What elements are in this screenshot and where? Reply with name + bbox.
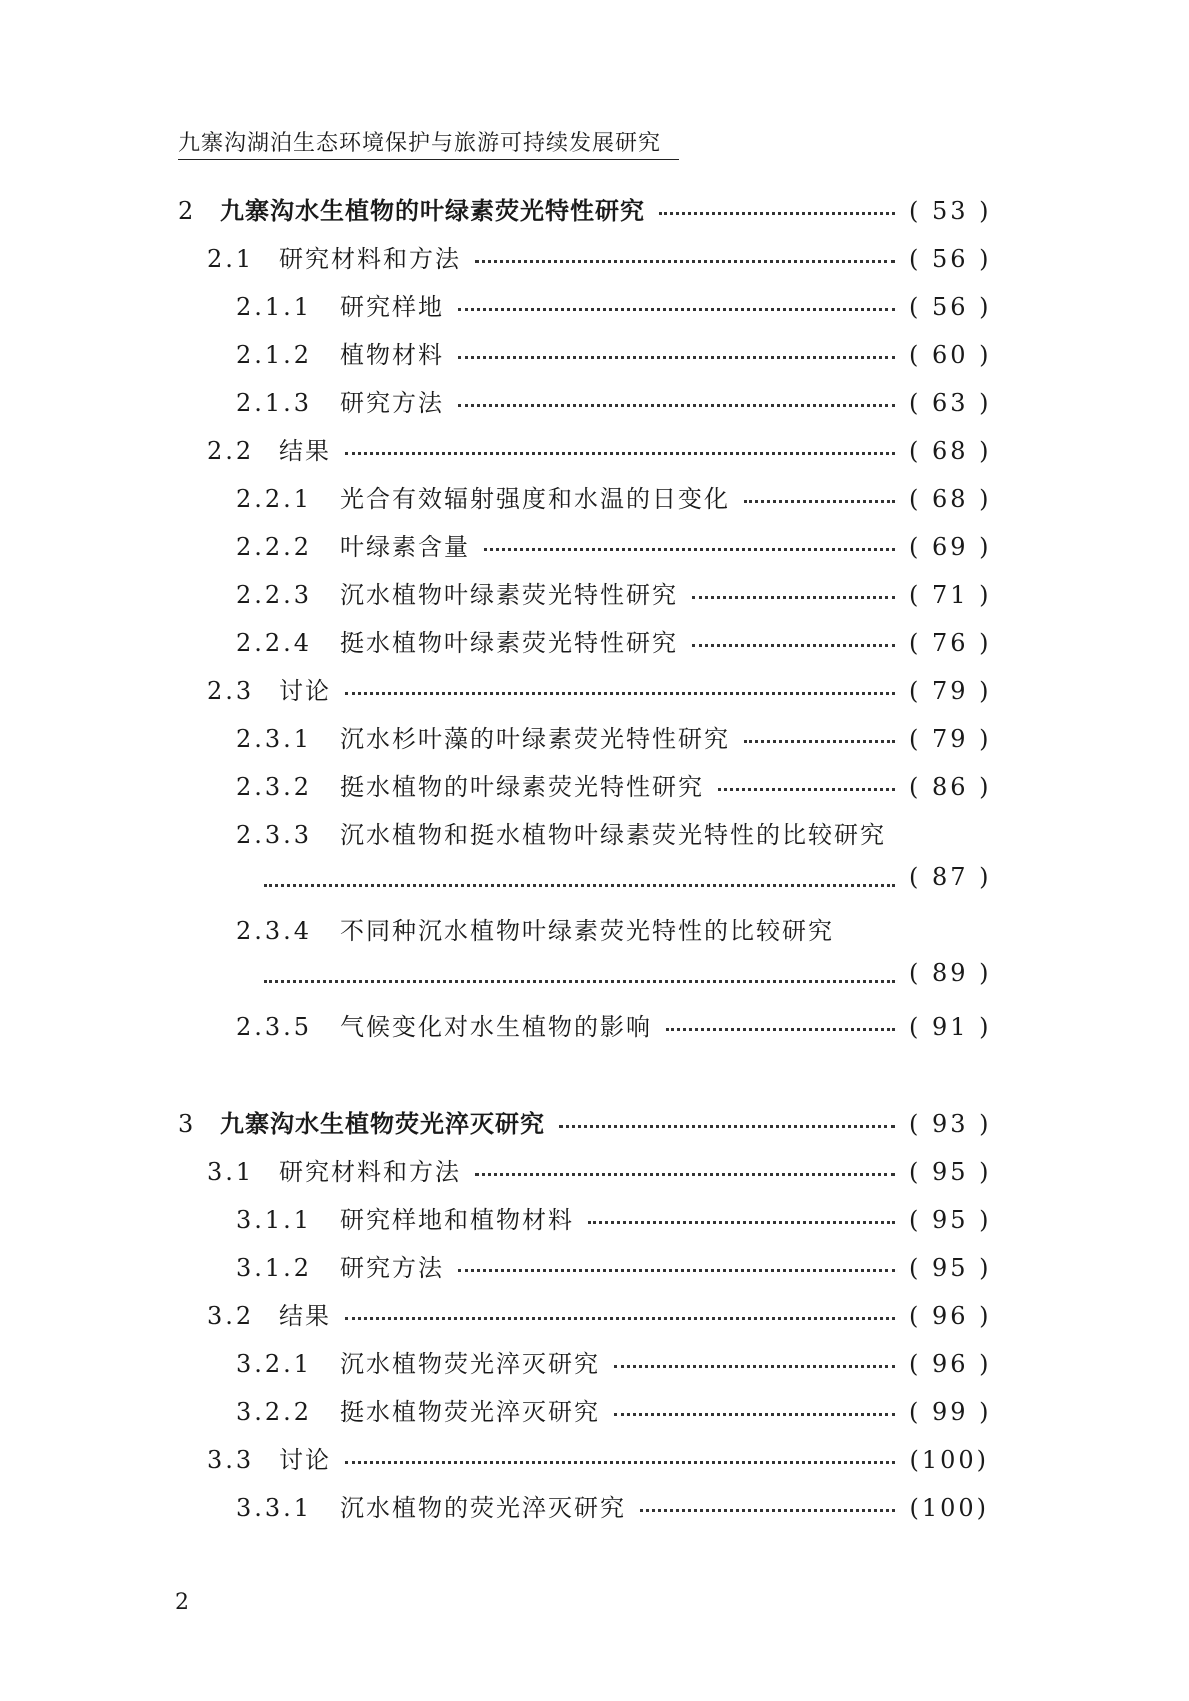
toc-title: 讨论 (279, 677, 331, 705)
toc-page: ( 91 ) (909, 1013, 992, 1041)
toc-entry-2-3-3[interactable] (236, 815, 989, 849)
toc-page: (100) (909, 1446, 989, 1474)
toc-number: 3.3.1 (236, 1494, 313, 1522)
dot-leader (345, 676, 895, 700)
dot-leader (345, 1301, 895, 1325)
toc-entry-3-1-1[interactable] (236, 1200, 992, 1234)
toc-page: ( 95 ) (909, 1158, 992, 1186)
toc-number: 3 (178, 1110, 197, 1138)
dot-leader (614, 1397, 895, 1421)
toc-number: 2.2.1 (236, 485, 313, 513)
toc-number: 2.1.1 (236, 293, 313, 321)
toc-page: ( 71 ) (909, 581, 992, 609)
toc-title: 九寨沟水生植物荧光淬灭研究 (220, 1109, 545, 1138)
dot-leader (666, 1012, 895, 1036)
dot-leader (458, 340, 895, 364)
toc-number: 3.2.1 (236, 1350, 313, 1378)
toc-number: 3.1.1 (236, 1206, 313, 1234)
dot-leader (345, 436, 895, 460)
toc-entry-2-3-4[interactable] (236, 911, 989, 945)
toc-number: 2.1.2 (236, 341, 313, 369)
toc-number: 3.2.2 (236, 1398, 313, 1426)
toc-page: ( 95 ) (909, 1254, 992, 1282)
toc-title: 沉水杉叶藻的叶绿素荧光特性研究 (340, 725, 730, 753)
dot-leader (345, 1445, 895, 1469)
toc-page: ( 93 ) (909, 1110, 992, 1138)
dot-leader (264, 868, 895, 892)
toc-entry-2-3-5[interactable] (236, 1007, 992, 1041)
toc-page: ( 87 ) (909, 863, 992, 891)
dot-leader (458, 292, 895, 316)
dot-leader (640, 1493, 895, 1517)
dot-leader (458, 388, 895, 412)
toc-entry-2-1-1[interactable] (236, 287, 992, 321)
toc-title: 光合有效辐射强度和水温的日变化 (340, 485, 730, 513)
toc-number: 3.2 (207, 1302, 255, 1330)
toc-entry-2-2[interactable] (207, 431, 992, 465)
toc-page: ( 69 ) (909, 533, 992, 561)
toc-title: 研究材料和方法 (279, 1158, 461, 1186)
toc-title: 叶绿素含量 (340, 533, 470, 561)
toc-title: 沉水植物荧光淬灭研究 (340, 1350, 600, 1378)
toc-page: ( 53 ) (909, 197, 992, 225)
toc-page: ( 56 ) (909, 293, 992, 321)
toc-entry-2-1[interactable] (207, 239, 992, 273)
toc-entry-2-2-1[interactable] (236, 479, 992, 513)
toc-title: 挺水植物叶绿素荧光特性研究 (340, 629, 678, 657)
toc-title: 讨论 (279, 1446, 331, 1474)
toc-entry-2-3-3-leader-line[interactable] (264, 863, 992, 897)
toc-page: ( 79 ) (909, 677, 992, 705)
toc-page: ( 63 ) (909, 389, 992, 417)
toc-page: ( 99 ) (909, 1398, 992, 1426)
toc-title: 九寨沟水生植物的叶绿素荧光特性研究 (220, 196, 645, 225)
toc-entry-3-3-1[interactable] (236, 1488, 989, 1522)
toc-page: ( 89 ) (909, 959, 992, 987)
toc-entry-3-2[interactable] (207, 1296, 992, 1330)
toc-page: ( 76 ) (909, 629, 992, 657)
running-header: 九寨沟湖泊生态环境保护与旅游可持续发展研究 (178, 126, 679, 160)
toc-number: 2.1.3 (236, 389, 313, 417)
dot-leader (458, 1253, 895, 1277)
toc-page: ( 86 ) (909, 773, 992, 801)
dot-leader (475, 244, 895, 268)
toc-entry-2-3-2[interactable] (236, 767, 992, 801)
toc-page: ( 56 ) (909, 245, 992, 273)
toc-title: 气候变化对水生植物的影响 (340, 1013, 652, 1041)
dot-leader (718, 772, 895, 796)
toc-entry-2-1-3[interactable] (236, 383, 992, 417)
toc-page: ( 96 ) (909, 1350, 992, 1378)
toc-number: 2.2 (207, 437, 255, 465)
dot-leader (475, 1157, 895, 1181)
dot-leader (559, 1109, 895, 1133)
toc-number: 2.2.4 (236, 629, 313, 657)
toc-entry-2-3-4-leader-line[interactable] (264, 959, 992, 993)
toc-number: 2.3.2 (236, 773, 313, 801)
toc-title: 挺水植物荧光淬灭研究 (340, 1398, 600, 1426)
toc-title: 研究材料和方法 (279, 245, 461, 273)
toc-title: 研究样地 (340, 293, 444, 321)
toc-number: 2.2.3 (236, 581, 313, 609)
dot-leader (744, 724, 895, 748)
toc-title: 沉水植物叶绿素荧光特性研究 (340, 581, 678, 609)
toc-page: ( 95 ) (909, 1206, 992, 1234)
toc-entry-3[interactable] (178, 1104, 992, 1138)
toc-number: 2.3.3 (236, 821, 313, 849)
toc-entry-2-1-2[interactable] (236, 335, 992, 369)
toc-number: 2.3.4 (236, 917, 313, 945)
toc-entry-3-1-2[interactable] (236, 1248, 992, 1282)
dot-leader (692, 628, 895, 652)
toc-title: 研究方法 (340, 1254, 444, 1282)
dot-leader (588, 1205, 895, 1229)
toc-entry-2-3[interactable] (207, 671, 992, 705)
toc-entry-2-2-2[interactable] (236, 527, 992, 561)
toc-number: 3.1.2 (236, 1254, 313, 1282)
toc-entry-2[interactable] (178, 191, 992, 225)
toc-page: ( 68 ) (909, 437, 992, 465)
toc-number: 2.1 (207, 245, 255, 273)
toc-entry-2-2-3[interactable] (236, 575, 992, 609)
toc-page: ( 79 ) (909, 725, 992, 753)
toc-title: 不同种沉水植物叶绿素荧光特性的比较研究 (340, 917, 834, 945)
toc-entry-2-2-4[interactable] (236, 623, 992, 657)
dot-leader (659, 196, 895, 220)
toc-entry-3-3[interactable] (207, 1440, 989, 1474)
dot-leader (744, 484, 895, 508)
toc-number: 2.3.5 (236, 1013, 313, 1041)
toc-page: ( 60 ) (909, 341, 992, 369)
toc-title: 研究样地和植物材料 (340, 1206, 574, 1234)
dot-leader (614, 1349, 895, 1373)
toc-number: 2.2.2 (236, 533, 313, 561)
toc-entry-3-2-1[interactable] (236, 1344, 992, 1378)
toc-title: 结果 (279, 1302, 331, 1330)
toc-entry-2-3-1[interactable] (236, 719, 992, 753)
toc-number: 2.3 (207, 677, 255, 705)
page-number: 2 (175, 1590, 189, 1615)
toc-page: ( 96 ) (909, 1302, 992, 1330)
toc-number: 2.3.1 (236, 725, 313, 753)
toc-entry-3-2-2[interactable] (236, 1392, 992, 1426)
dot-leader (264, 964, 895, 988)
toc-title: 挺水植物的叶绿素荧光特性研究 (340, 773, 704, 801)
dot-leader (692, 580, 895, 604)
toc-number: 2 (178, 197, 197, 225)
toc-title: 沉水植物的荧光淬灭研究 (340, 1494, 626, 1522)
toc-title: 研究方法 (340, 389, 444, 417)
toc-title: 植物材料 (340, 341, 444, 369)
toc-entry-3-1[interactable] (207, 1152, 992, 1186)
toc-title: 沉水植物和挺水植物叶绿素荧光特性的比较研究 (340, 821, 886, 849)
toc-page: ( 68 ) (909, 485, 992, 513)
toc-number: 3.3 (207, 1446, 255, 1474)
toc-page: (100) (909, 1494, 989, 1522)
toc-number: 3.1 (207, 1158, 255, 1186)
dot-leader (484, 532, 895, 556)
toc-title: 结果 (279, 437, 331, 465)
